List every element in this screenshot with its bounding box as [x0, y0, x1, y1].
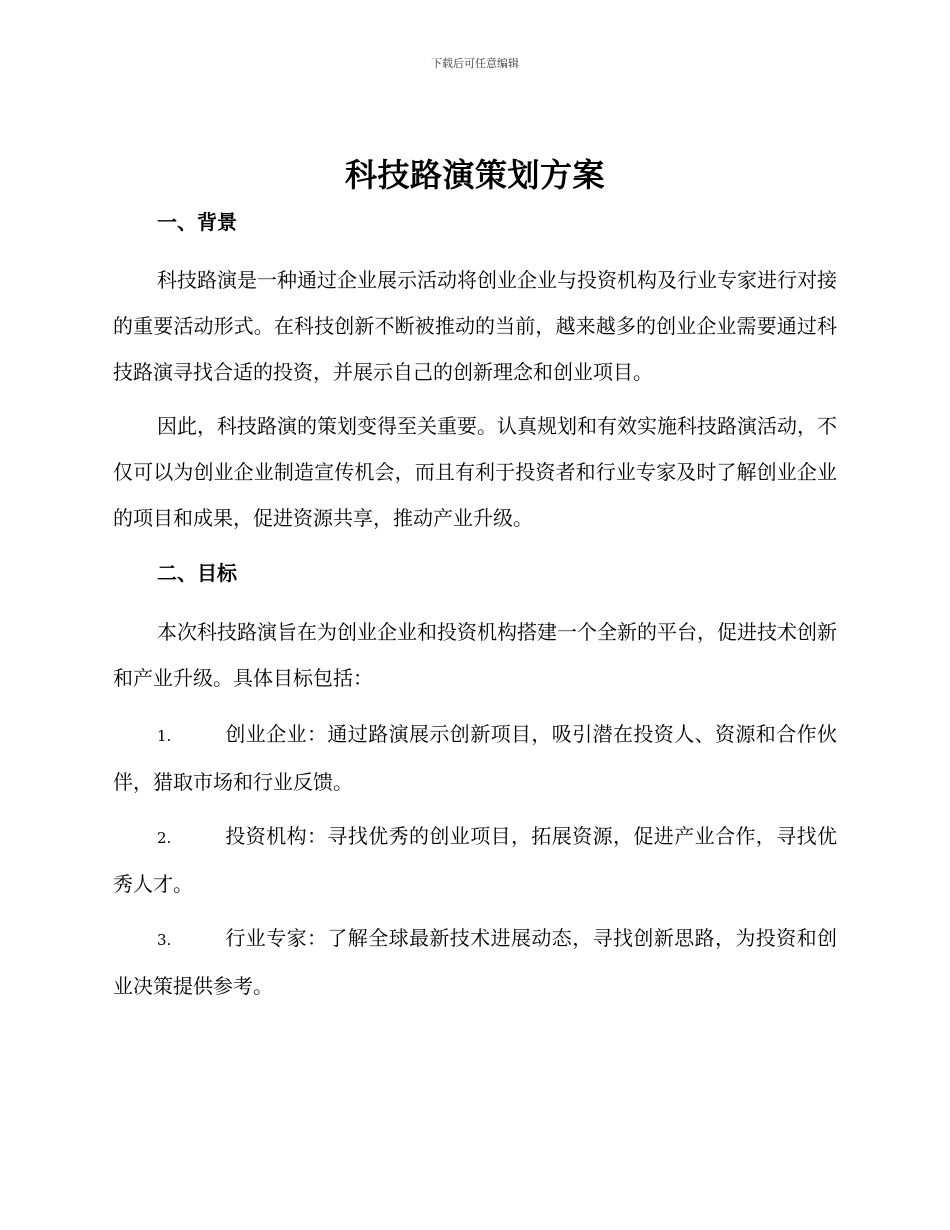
- list-item-text: 投资机构：寻找优秀的创业项目，拓展资源，促进产业合作，寻找优秀人才。: [113, 824, 837, 896]
- list-item-text: 创业企业：通过路演展示创新项目，吸引潜在投资人、资源和合作伙伴，猎取市场和行业反馈。: [113, 722, 837, 794]
- section-background-body-2: [113, 403, 837, 541]
- document-title: 科技路演策划方案: [344, 156, 605, 194]
- section-heading: 二、目标: [157, 561, 237, 585]
- paragraph: 科技路演是一种通过企业展示活动将创业企业与投资机构及行业专家进行对接的重要活动形式。在科技创新不断被推动的当前，越来越多的创业企业需要通过科技路演寻找合适的投资，并展示自己的创新理念和创业项目。: [113, 268, 837, 384]
- list-item: [113, 711, 837, 805]
- section-goals-body: [113, 609, 837, 701]
- goal-list-item-2: [113, 813, 837, 907]
- list-item: [113, 813, 837, 907]
- paragraph: 因此，科技路演的策划变得至关重要。认真规划和有效实施科技路演活动，不仅可以为创业企业制造宣传机会，而且有利于投资者和行业专家及时了解创业企业的项目和成果，促进资源共享，推动产业升级。: [113, 414, 837, 530]
- section-background-body: [113, 257, 837, 395]
- goal-list-item-1: [113, 711, 837, 805]
- list-item: [113, 915, 837, 1009]
- list-item-text: 行业专家：了解全球最新技术进展动态，寻找创新思路，为投资和创业决策提供参考。: [113, 926, 837, 998]
- header-note: 下载后可任意编辑: [431, 57, 519, 70]
- section-goals: [113, 558, 837, 588]
- list-number: 1.: [157, 727, 172, 745]
- section-background: [113, 207, 837, 237]
- list-number: 3.: [157, 931, 172, 949]
- paragraph: 本次科技路演旨在为创业企业和投资机构搭建一个全新的平台，促进技术创新和产业升级。具体目标包括：: [113, 620, 837, 690]
- section-heading: 一、背景: [157, 210, 237, 234]
- goal-list-item-3: [113, 915, 837, 1009]
- list-number: 2.: [157, 829, 172, 847]
